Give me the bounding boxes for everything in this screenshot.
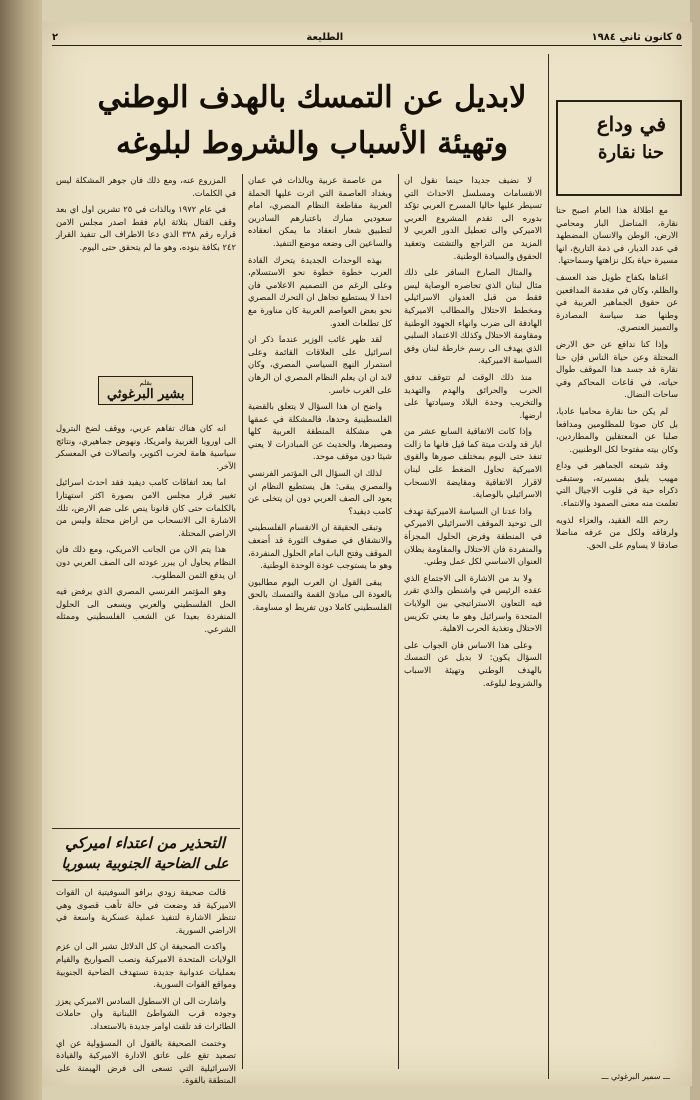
article-paragraph: وإذا كانت الاتفاقية السابع عشر من ايار قد ولدت ميتة كما قيل فانها ما زالت تنفذ حتى اليوم بمختلف صورها والقوى الاميركية تحاول الضغط على لبنان لاقرار الاتفاقية ومقايضة الانسحاب الاسرائيلي بالوصاية. xyxy=(404,426,542,500)
byline xyxy=(98,376,193,405)
article-column-right xyxy=(404,174,542,1069)
column-divider xyxy=(398,174,399,1069)
article-paragraph: لا نضيف جديدا حينما نقول ان الانقسامات ومسلسل الاحداث التي تسيطر عليها حاليا المسرح العربي تؤكد بدوره الى تقدم المشروع العربي الاميركي والى تعطيل الدور العربي لا المزيد من التراجع والتشتت وتعقيد الحقوق والسيادة الوطنية. xyxy=(404,175,542,261)
newspaper-page xyxy=(42,22,692,1086)
boxed-paragraph: قالت صحيفة زودي برافو السوفيتية ان القوات الاميركية قد وضعت في حالة تأهب قصوى وهي تنتظر الاشارة لتنفيذ عملية عسكرية واسعة في الاراضي السورية. xyxy=(56,887,236,935)
boxed-paragraph: واكدت الصحيفة ان كل الدلائل تشير الى ان عزم الولايات المتحدة الاميركية ونصب الصواريخ والقيام بعمليات عدوانية جديدة تستهدف الضاحية الجنوبية ومواقع القوات السورية. xyxy=(56,941,236,990)
headline-line2: وتهيئة الأسباب والشروط لبلوغه xyxy=(115,126,509,161)
article-paragraph: من عاصمة عربية وبالذات في عمان وبغداد العاصمة التي اثرت عليها الحملة العربية مقاطعة النظام المصري، امام سعوديي مبارك باعتبارهم السادرين لتطبيق شعار انعقاد ما يمكن انعقاده والساعين الى وضعه موضع التنفيذ. xyxy=(248,175,392,248)
obituary-paragraph: وقد شيعته الجماهير في وداع مهيب يليق بمسيرته، وستبقى ذكراه حية في قلوب الاجيال التي تعلمت منه معنى الصمود والانتماء. xyxy=(556,460,678,509)
article-paragraph: منذ ذلك الوقت لم تتوقف تدفق الحرب والحرائق والهدم والتهديد والتخريب وحدة البلاد وسيادتها على ارضها. xyxy=(404,371,542,420)
article-paragraph: اما بعد اتفاقات كامب ديفيد فقد احدث اسرائيل تغيير قرار مجلس الامن بصورة اكثر استهتارا بالكلمات حتى كان قانونا ينص على ضم الارض، تلك الاشارة الى الانسحاب من اراض محتلة وليس من الاراضي المحتلة. xyxy=(56,477,236,538)
obituary-paragraph: وإذا كنا ندافع عن حق الارض المحتلة وعن حياة الناس فإن حنا نقارة قد جسد هذا الموقف طوال حياته، في قاعات المحاكم وفي ساحات النضال. xyxy=(556,338,678,400)
article-column-left-top xyxy=(56,174,236,370)
binding-gutter xyxy=(0,0,42,1100)
boxed-article-title-line2: على الضاحية الجنوبية بسوريا xyxy=(61,856,229,872)
article-column-middle xyxy=(248,174,392,1069)
obituary-paragraph: رحم الله الفقيد، والعزاء لذويه ولرفاقه ولكل من عرفه مناضلا صادقا لا يساوم على الحق. xyxy=(556,514,678,550)
column-divider xyxy=(548,54,549,1079)
obituary-title-line2: حنا نقارة xyxy=(597,142,664,163)
obituary-column xyxy=(556,92,680,1092)
article-paragraph: لقد ظهر غائب الوزير عندما ذكر ان اسرائيل على العلاقات القائمة وعلى استمرار النهج السياسي المصري، وكان لابد ان ان يعلم النظام المصري ان الرهان على الغرب خاسر. xyxy=(248,334,392,395)
boxed-paragraph: وختمت الصحيفة بالقول ان المسؤولية عن اي تصعيد تقع على عاتق الادارة الاميركية والقيادة الاسرائيلية التي تسعى الى فرض الهيمنة على المنطقة بالقوة. xyxy=(56,1037,236,1086)
obituary-signature: ـــ سمير البرغوثي ـــ xyxy=(601,1072,670,1081)
article-paragraph: المزروع عنه، ومع ذلك فان جوهر المشكلة ليس في الكلمات. xyxy=(56,175,236,198)
article-column-left-bottom xyxy=(56,422,236,822)
headline-line1: لابديل عن التمسك بالهدف الوطني xyxy=(97,80,527,115)
obituary-title-line1: في وداع xyxy=(596,112,666,136)
running-header xyxy=(52,28,682,46)
article-paragraph: انه كان هناك تفاهم عربي، ووقف لضخ البترول الى اوروبا الغربية وامريكا، ونهوض جماهيري، ونتائج سياسية هامة لحرب اكتوبر، واتصالات في المعسكر الآخر. xyxy=(56,423,236,471)
box-title-rule xyxy=(52,880,240,881)
obituary-paragraph: اغناها بكفاح طويل ضد العسف والظلم، وكان في مقدمة المدافعين عن حقوق الجماهير العربية في وطنها ضد سياسة المصادرة والتمييز العنصري. xyxy=(556,271,678,333)
boxed-article-body xyxy=(56,886,236,1086)
article-paragraph: وهو المؤتمر الفرنسي المصري الذي يرفض فيه الحل الفلسطيني والعربي ويسعى الى الحلول المنفردة بعيدا عن الشعب الفلسطيني وممثله الشرعي. xyxy=(56,586,236,634)
obituary-body xyxy=(556,204,678,1064)
byline-name: بشير البرغوثي xyxy=(107,387,185,402)
article-paragraph: يبقى القول ان العرب اليوم مطالبون بالعودة الى مبادئ القمة والتمسك بالحق الفلسطيني كاملا دون تفريط او مساومة. xyxy=(248,576,392,612)
article-paragraph: وعلى هذا الاساس فان الجواب على السؤال يكون: لا بديل عن التمسك بالهدف الوطني وتهيئة الاسباب والشروط لبلوغه. xyxy=(404,639,542,688)
article-paragraph: بهذه الوحدات الجديدة يتحرك القادة العرب خطوة خطوة نحو الاستسلام، وعلى الرغم من التصميم الاعلامي فان احدا لا يستطيع تجاهل ان التحرك المصري نحو بعض العواصم العربية كان مناورة مع كل تطلعات العدو. xyxy=(248,254,392,328)
article-paragraph: ولا بد من الاشارة الى الاجتماع الذي عقده الرئيس في واشنطن والذي تقرر فيه التعاون الاستراتيجي بين الولايات المتحدة واسرائيل وهو ما يعني تكريس الاحتلال وتغذية الحرب الاهلية. xyxy=(404,572,542,634)
obituary-paragraph: لم يكن حنا نقارة محاميا عاديا، بل كان صوتا للمظلومين ومدافعا صلبا عن المعتقلين والمطاردين، وكان بيته مفتوحا لكل الوطنيين. xyxy=(556,405,678,454)
column-divider xyxy=(242,174,243,1069)
article-paragraph: لذلك ان السؤال الى المؤتمر الفرنسي والمصري يبقى: هل يستطيع النظام ان يعود الى الصف العربي دون ان يتخلى عن كامب ديفيد؟ xyxy=(248,468,392,516)
page-number: ٢ xyxy=(52,31,59,43)
boxed-article-title-line1: التحذير من اعتداء اميركي xyxy=(65,834,225,852)
article-paragraph: والمثال الصارخ السافر على ذلك مثال لبنان الذي تحاصره الوصاية ليس فقط من قبل العدوان الاسرائيلي ومخطط الاحتلال والمطالب الاميركية الهادفة الى ضرب وانهاء الجهود الوطنية ومقاومة الاحتلال وكذلك الاعتماد السلبي الذي يهدف الى رسم خارطة لبنان وفق السياسة الاميركية. xyxy=(404,267,542,366)
issue-date: ٥ كانون ثاني ١٩٨٤ xyxy=(591,31,682,43)
article-paragraph: واذا عدنا ان السياسة الاميركية تهدف الى توحيد الموقف الاسرائيلي الاميركي في المنطقة وفرض الحلول المجزأة والمنفردة فان الاحتلال والمقاومة يظلان العنوان الاساسي لكل عمل وطني. xyxy=(404,505,542,567)
article-paragraph: وتبقى الحقيقة ان الانقسام الفلسطيني والانشقاق في صفوف الثورة قد أضعف الموقف وفتح الباب امام الحلول المنفردة، وهو ما يستوجب عودة الوحدة الوطنية. xyxy=(248,522,392,571)
article-paragraph: واضح ان هذا السؤال لا يتعلق بالقضية الفلسطينية وحدها، فالمشكلة في عمقها هي مشكلة المنطقة العربية كلها ومصيرها، والحديث عن المبادرات لا يعني شيئا دون موقف موحد. xyxy=(248,401,392,462)
box-top-rule xyxy=(52,828,240,829)
article-paragraph: في عام ١٩٧٢ وبالذات في ٢٥ تشرين اول اي بعد وقف القتال بثلاثة ايام فقط اصدر مجلس الامن قراره رقم ٣٣٨ الذي دعا الاطراف الى تنفيذ القرار ٢٤٢ بكافة بنوده، وهو ما لم يتحقق حتى اليوم. xyxy=(56,204,236,252)
obituary-paragraph: مع اطلالة هذا العام اصبح حنا نقارة، المناضل البار ومحامي الارض، الوطن والانسان المضطهد في عدد الديار، في ذمة التاريخ، انها مسيرة حياة بكل نزاهتها وسماحتها. xyxy=(556,205,678,266)
publication-name: الطليعة xyxy=(306,31,344,43)
boxed-paragraph: واشارت الى ان الاسطول السادس الاميركي يعزز وجوده قرب الشواطئ اللبنانية وان حاملات الطائرات قد تلقت اوامر جديدة بالاستعداد. xyxy=(56,995,236,1031)
byline-prefix: بقلم xyxy=(139,379,152,387)
article-paragraph: هذا يتم الان من الجانب الامريكي، ومع ذلك فان النظام يحاول ان يبرر عودته الى الصف العربي دون ان يدفع الثمن المطلوب. xyxy=(56,544,236,580)
